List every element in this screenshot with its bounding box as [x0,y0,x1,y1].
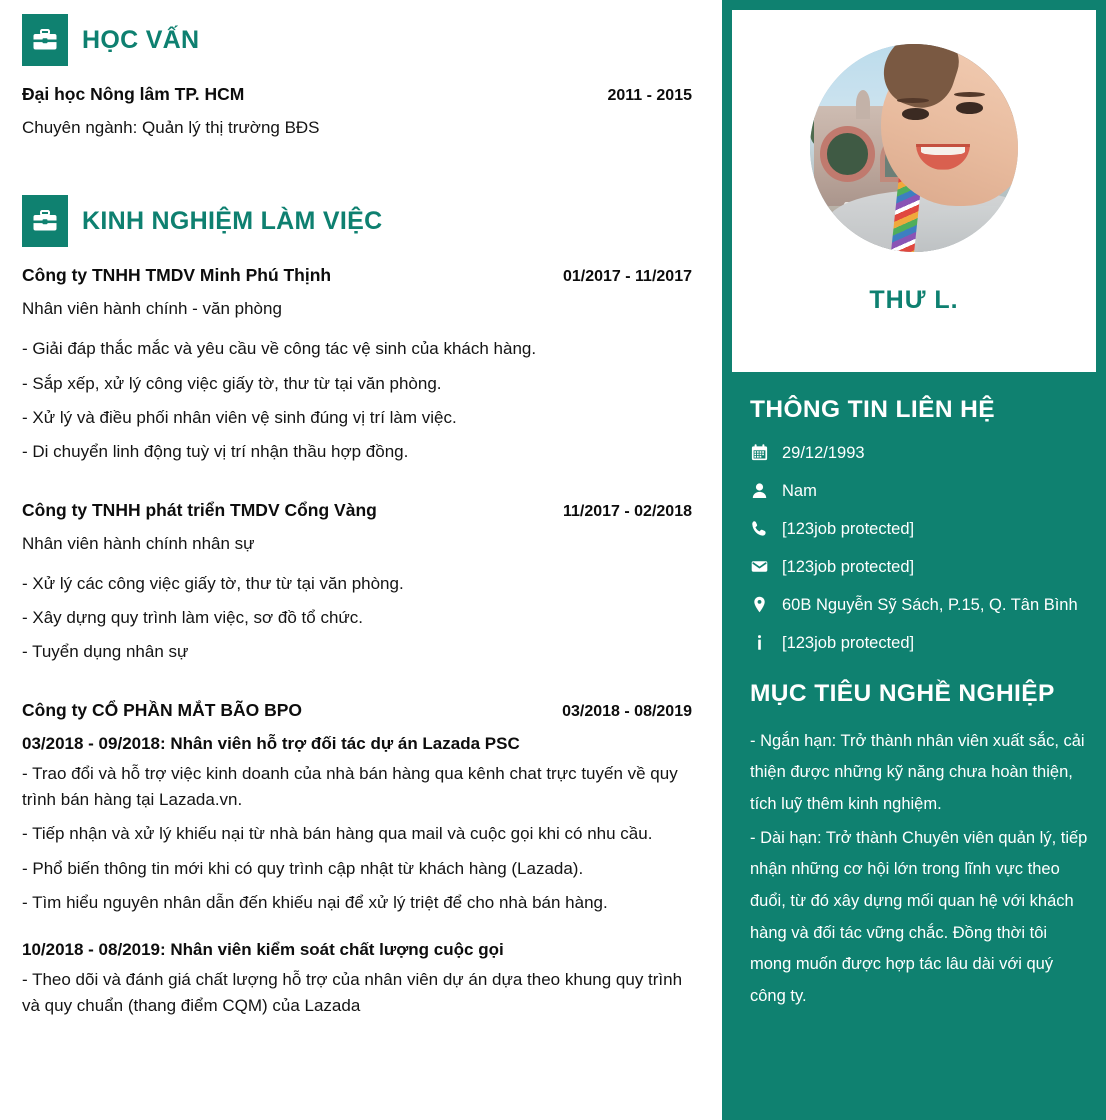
list-item: - Xử lý và điều phối nhân viên vệ sinh đúng vị trí làm việc. [22,407,457,427]
role-title: 03/2018 - 09/2018: Nhân viên hỗ trợ đối tác dự án Lazada PSC [22,733,520,753]
contact-value: 60B Nguyễn Sỹ Sách, P.15, Q. Tân Bình [782,595,1078,614]
briefcase-icon [22,14,68,66]
section-header-experience [22,195,692,247]
spacer [22,674,692,700]
contact-value: [123job protected] [782,633,915,652]
contact-value: Nam [782,481,817,500]
experience-entry [22,700,692,1020]
education-entry [22,84,692,139]
info-icon [750,632,768,651]
employment-date: 03/2018 - 08/2019 [562,702,692,720]
responsibility-list [22,761,692,917]
contact-item-phone[interactable] [750,518,1092,542]
profile-card [732,10,1096,372]
section-header-education [22,14,692,66]
list-item: - Tuyển dụng nhân sự [22,642,189,662]
employment-date: 11/2017 - 02/2018 [562,502,692,520]
responsibility-list [22,967,692,1020]
education-major: Chuyên ngành: Quản lý thị trường BĐS [22,118,320,137]
experience-entry-header [22,265,692,286]
list-item: - Theo dõi và đánh giá chất lượng hỗ trợ của nhân viên dự án dựa theo khung quy trình và quy chuẩn (thang điểm CQM) của Lazada [22,969,683,1015]
experience-entry [22,500,692,666]
contact-value: [123job protected] [782,519,915,538]
job-position: Nhân viên hành chính - văn phòng [22,299,282,319]
objective-section [732,680,1096,1013]
briefcase-icon [22,195,68,247]
contact-item-gender [750,480,1092,504]
list-item: - Phổ biến thông tin mới khi có quy trình cập nhật từ khách hàng (Lazada). [22,858,584,878]
objective-short-term: - Ngắn hạn: Trở thành nhân viên xuất sắc, cải thiện được những kỹ năng chưa hoàn thiện, tích luỹ thêm kinh nghiệm. [750,731,1085,813]
contact-item-birthdate [750,442,1092,466]
profile-name: THƯ L. [869,286,959,314]
list-item: - Trao đổi và hỗ trợ việc kinh doanh của nhà bán hàng qua kênh chat trực tuyến về quy trình bán hàng tại Lazada.vn. [22,763,678,810]
education-entry-header [22,84,692,105]
person-icon [750,480,768,499]
job-position: Nhân viên hành chính nhân sự [22,533,255,553]
envelope-icon [750,556,768,575]
section-title-experience: KINH NGHIỆM LÀM VIỆC [82,206,383,235]
contact-value: [123job protected] [782,557,915,576]
company-name: Công ty TNHH TMDV Minh Phú Thịnh [22,265,332,286]
responsibility-list [22,571,692,666]
list-item: - Tìm hiểu nguyên nhân dẫn đến khiếu nại để xử lý triệt để cho nhà bán hàng. [22,893,608,913]
spacer [22,474,692,500]
employment-date: 01/2017 - 11/2017 [562,268,692,286]
contact-item-info[interactable] [750,632,1092,656]
contact-list [750,442,1092,656]
contact-item-address [750,594,1092,618]
sidebar [722,0,1106,1120]
section-title-objective: MỤC TIÊU NGHỀ NGHIỆP [750,679,1055,707]
phone-icon [750,518,768,537]
list-item: - Di chuyển linh động tuỳ vị trí nhận thầu hợp đồng. [22,442,409,462]
list-item: - Xây dựng quy trình làm việc, sơ đồ tổ chức. [22,608,363,627]
avatar [810,44,1018,252]
experience-entry-header [22,500,692,521]
experience-entry [22,265,692,465]
education-school: Đại học Nông lâm TP. HCM [22,84,245,104]
education-date: 2011 - 2015 [607,87,692,104]
experience-entry-header [22,700,692,721]
section-title-contact: THÔNG TIN LIÊN HỆ [750,396,995,423]
list-item: - Sắp xếp, xử lý công việc giấy tờ, thư từ tại văn phòng. [22,373,442,393]
contact-value: 29/12/1993 [782,444,865,462]
contact-item-email[interactable] [750,556,1092,580]
location-pin-icon [750,594,768,613]
contact-section [732,396,1096,656]
responsibility-list [22,336,692,465]
section-title-education: HỌC VẤN [82,25,200,54]
company-name: Công ty TNHH phát triển TMDV Cổng Vàng [22,499,377,520]
spacer [22,925,692,939]
company-name: Công ty CỔ PHẦN MẮT BÃO BPO [22,699,302,720]
spacer [22,155,692,195]
calendar-icon [750,442,768,461]
objective-long-term: - Dài hạn: Trở thành Chuyên viên quản lý, tiếp nhận những cơ hội lớn trong lĩnh vực theo đuổi, từ đó xây dựng mối quan hệ với khách hàng và đối tác vững chắc. Đồng thời tôi mong muốn được hợp tác lâu dài với quý công ty. [750,828,1088,1005]
list-item: - Xử lý các công việc giấy tờ, thư từ tại văn phòng. [22,573,404,593]
role-title: 10/2018 - 08/2019: Nhân viên kiểm soát chất lượng cuộc gọi [22,939,504,959]
list-item: - Giải đáp thắc mắc và yêu cầu về công tác vệ sinh của khách hàng. [22,339,537,359]
list-item: - Tiếp nhận và xử lý khiếu nại từ nhà bán hàng qua mail và cuộc gọi khi có nhu cầu. [22,824,653,844]
